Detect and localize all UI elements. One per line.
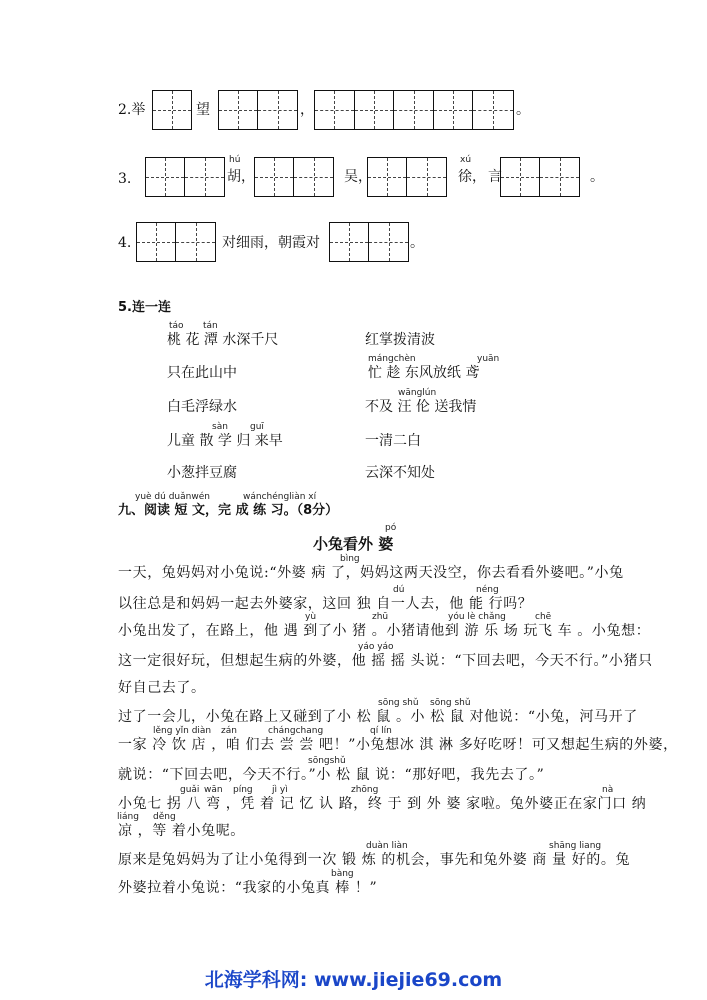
q4-writing-grid-1[interactable] (136, 222, 216, 262)
q3-hu-pinyin: hú (229, 155, 241, 165)
right-3-pinyin-wanglun: wānglún (398, 388, 437, 398)
left-item-3[interactable]: 白毛浮绿水 (167, 399, 237, 415)
p7-py-1: lěng yǐn diàn (153, 726, 212, 736)
right-item-4[interactable]: 一清二白 (365, 433, 421, 449)
q3-wu: 吴， (344, 169, 372, 185)
p3-py-2: zhū (372, 612, 389, 622)
story-line-4: 这一定很好玩，但想起生病的外婆，他 摇 摇 头说：“下回去吧，今天不行。”小猪只 (118, 653, 653, 669)
left-item-4[interactable]: 儿童 散 学 归 来早 (167, 433, 283, 449)
story-line-6: 过了一会儿，小兔在路上又碰到了小 松 鼠 。小 松 鼠 对他说：“小兔，河马开了 (118, 709, 638, 725)
p9-py-4: jì yì (272, 785, 288, 795)
p7-py-2: zán (221, 726, 237, 736)
story-line-8: 就说：“下回去吧，今天不行。”小 松 鼠 说：“那好吧，我先去了。” (118, 767, 545, 783)
right-2-pinyin-yuan: yuān (477, 354, 500, 364)
right-item-3[interactable]: 不及 汪 伦 送我情 (365, 399, 477, 415)
q3-writing-grid-4[interactable] (500, 157, 580, 197)
p10-py-2: děng (153, 812, 176, 822)
story-title: 小兔看外 婆 (313, 535, 394, 553)
right-2-pinyin-mangchen: mángchèn (368, 354, 416, 364)
p10-py-1: liáng (117, 812, 139, 822)
story-line-9: 小兔七 拐 八 弯 ，凭 着 记 忆 认 路，终 于 到 外 婆 家啦。兔外婆正在家门口 纳 (118, 796, 647, 812)
q3-xu: 徐， (458, 169, 486, 185)
right-item-2[interactable]: 忙 趁 东风放纸 鸢 (368, 365, 480, 381)
p8-py-1: sōngshǔ (308, 756, 346, 766)
p1-py-1: bìng (340, 554, 360, 564)
site-footer: 北海学科网: www.jiejie69.com (204, 969, 503, 991)
left-item-5[interactable]: 小葱拌豆腐 (167, 465, 237, 481)
left-1-pinyin-tan: tán (203, 321, 218, 331)
p11-py-1: duàn liàn (366, 841, 408, 851)
q3-hu: 胡， (227, 169, 255, 185)
section-pinyin-2: wánchéngliàn xí (243, 492, 317, 502)
p6-py-2: sōng shǔ (430, 698, 471, 708)
q2-end-punct: 。 (516, 102, 530, 118)
q3-writing-grid-3[interactable] (367, 157, 447, 197)
q3-end-punct: 。 (590, 169, 604, 185)
p2-py-1: dú (393, 585, 405, 595)
story-line-10: 凉 ，等 着小兔呢。 (118, 823, 245, 839)
q4-mid-text: 对细雨，朝霞对 (222, 235, 320, 251)
p9-py-1: guǎi (180, 785, 200, 795)
q2-comma: ， (300, 102, 314, 118)
p3-py-1: yù (305, 612, 317, 622)
q2-mid-char: 望 (196, 102, 210, 118)
q3-yan: 言 (488, 169, 502, 185)
p11-py-2: shāng liang (549, 841, 602, 851)
p2-py-2: néng (476, 585, 499, 595)
p12-py-1: bàng (331, 869, 354, 879)
left-item-1[interactable]: 桃 花 潭 水深千尺 (167, 332, 279, 348)
story-line-1: 一天，兔妈妈对小兔说:“外婆 病 了，妈妈这两天没空，你去看看外婆吧。”小兔 (118, 565, 624, 581)
left-4-pinyin-san: sàn (212, 422, 228, 432)
story-line-7: 一家 冷 饮 店 ，咱 们去 尝 尝 吧！”小兔想冰 淇 淋 多好吃呀！可又想起生病的外婆， (118, 737, 678, 753)
q3-label: 3. (118, 171, 132, 187)
story-line-12: 外婆拉着小兔说：“我家的小兔真 棒 ！” (118, 880, 378, 896)
story-line-11: 原来是兔妈妈为了让小兔得到一次 锻 炼 的机会，事先和兔外婆 商 量 好的。兔 (118, 852, 631, 868)
p9-py-2: wān (204, 785, 223, 795)
q2-writing-grid-3[interactable] (314, 90, 514, 130)
left-1-pinyin-tao: táo (169, 321, 184, 331)
p3-py-3: yóu lè chǎng (448, 612, 506, 622)
p6-py-1: sōng shǔ (378, 698, 419, 708)
p4-py-1: yáo yáo (358, 642, 394, 652)
p9-py-6: nà (602, 785, 614, 795)
q4-end-punct: 。 (410, 235, 424, 251)
story-line-5: 好自己去了。 (118, 680, 206, 696)
q2-writing-grid-1[interactable] (152, 90, 192, 130)
q3-xu-pinyin: xú (460, 155, 472, 165)
q4-writing-grid-2[interactable] (329, 222, 409, 262)
p3-py-4: chē (535, 612, 552, 622)
right-item-1[interactable]: 红掌拨清波 (365, 332, 435, 348)
q3-writing-grid-2[interactable] (254, 157, 334, 197)
matching-heading: 5.连一连 (118, 300, 171, 315)
right-item-5[interactable]: 云深不知处 (365, 465, 435, 481)
left-4-pinyin-gui: guī (250, 422, 264, 432)
story-line-2: 以往总是和妈妈一起去外婆家，这回 独 自一人去，他 能 行吗？ (118, 596, 533, 612)
q2-writing-grid-2[interactable] (218, 90, 298, 130)
p9-py-3: píng (233, 785, 253, 795)
p7-py-4: qí lín (370, 726, 392, 736)
q4-label: 4. (118, 235, 132, 251)
left-item-2[interactable]: 只在此山中 (167, 365, 237, 381)
story-title-pinyin: pó (385, 523, 397, 533)
section-pinyin-1: yuè dú duǎnwén (135, 492, 210, 502)
q3-writing-grid-1[interactable] (145, 157, 225, 197)
story-line-3: 小兔出发了，在路上，他 遇 到了小 猪 。小猪请他到 游 乐 场 玩飞 车 。小兔想： (118, 623, 651, 639)
section-title: 九、阅读 短 文，完 成 练 习。（8分） (118, 503, 339, 518)
q2-label: 2.举 (118, 102, 146, 118)
p9-py-5: zhōng (351, 785, 379, 795)
p7-py-3: chángchang (268, 726, 324, 736)
